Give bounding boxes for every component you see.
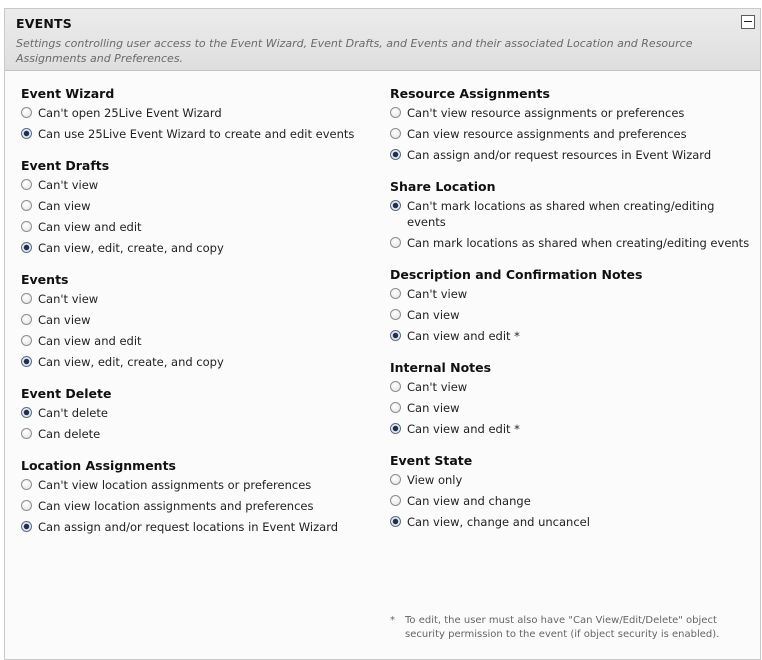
radio-unchecked-icon[interactable] xyxy=(390,309,401,320)
radio-option[interactable] xyxy=(21,240,381,256)
radio-label: Can use 25Live Event Wizard to create and edit events xyxy=(38,127,355,141)
group-event-state xyxy=(390,452,750,530)
radio-option[interactable] xyxy=(390,421,750,437)
group-description-notes xyxy=(390,266,750,344)
group-title: Event Wizard xyxy=(21,86,115,101)
radio-label: Can assign and/or request resources in Event Wizard xyxy=(407,148,712,162)
radio-unchecked-icon[interactable] xyxy=(21,200,32,211)
group-event-wizard xyxy=(21,85,381,142)
radio-unchecked-icon[interactable] xyxy=(21,179,32,190)
radio-option[interactable] xyxy=(21,198,381,214)
radio-label: Can view and edit * xyxy=(407,422,520,436)
radio-option[interactable] xyxy=(390,307,750,323)
radio-option[interactable] xyxy=(390,286,750,302)
radio-option[interactable] xyxy=(21,312,381,328)
collapse-button[interactable] xyxy=(741,15,755,29)
radio-unchecked-icon[interactable] xyxy=(390,288,401,299)
footnote xyxy=(390,614,730,642)
radio-option[interactable] xyxy=(21,333,381,349)
radio-option[interactable] xyxy=(21,405,381,421)
radio-label: Can't view xyxy=(407,287,468,301)
radio-label: Can't view xyxy=(407,380,468,394)
radio-label: Can view, edit, create, and copy xyxy=(38,241,224,255)
radio-unchecked-icon[interactable] xyxy=(390,237,401,248)
radio-unchecked-icon[interactable] xyxy=(21,479,32,490)
right-column xyxy=(390,85,750,545)
group-title: Events xyxy=(21,272,69,287)
radio-checked-icon[interactable] xyxy=(21,356,32,367)
radio-option[interactable] xyxy=(21,519,381,535)
radio-option[interactable] xyxy=(21,126,381,142)
minus-box-icon xyxy=(744,21,752,22)
group-title: Event Drafts xyxy=(21,158,110,173)
group-share-location xyxy=(390,178,750,251)
group-title: Share Location xyxy=(390,179,496,194)
radio-unchecked-icon[interactable] xyxy=(21,428,32,439)
radio-checked-icon[interactable] xyxy=(21,128,32,139)
footnote-marker: * xyxy=(390,615,395,626)
radio-label: Can view xyxy=(407,401,460,415)
radio-option[interactable] xyxy=(390,147,750,163)
radio-unchecked-icon[interactable] xyxy=(21,335,32,346)
radio-checked-icon[interactable] xyxy=(390,149,401,160)
group-title: Resource Assignments xyxy=(390,86,550,101)
radio-label: Can view xyxy=(38,199,91,213)
radio-unchecked-icon[interactable] xyxy=(21,314,32,325)
radio-unchecked-icon[interactable] xyxy=(390,128,401,139)
radio-label: Can't view resource assignments or preferences xyxy=(407,106,685,120)
radio-label: Can't view xyxy=(38,292,99,306)
radio-option[interactable] xyxy=(21,105,381,121)
radio-unchecked-icon[interactable] xyxy=(390,402,401,413)
radio-label: Can't open 25Live Event Wizard xyxy=(38,106,222,120)
radio-label: Can mark locations as shared when creating/editing events xyxy=(407,236,750,250)
radio-option[interactable] xyxy=(390,328,750,344)
events-panel xyxy=(4,8,761,660)
panel-header xyxy=(5,9,760,71)
group-title: Description and Confirmation Notes xyxy=(390,267,643,282)
radio-label: Can view, change and uncancel xyxy=(407,515,590,529)
radio-option[interactable] xyxy=(21,219,381,235)
radio-option[interactable] xyxy=(390,493,750,509)
radio-label: Can view and edit xyxy=(38,220,142,234)
footnote-text: To edit, the user must also have "Can View/Edit/Delete" object security permission to the event (if object security is enabled). xyxy=(405,615,720,640)
radio-label: View only xyxy=(407,473,463,487)
radio-option[interactable] xyxy=(21,177,381,193)
radio-label: Can view resource assignments and preferences xyxy=(407,127,687,141)
group-title: Event State xyxy=(390,453,473,468)
radio-option[interactable] xyxy=(390,379,750,395)
radio-label: Can assign and/or request locations in Event Wizard xyxy=(38,520,339,534)
group-events xyxy=(21,271,381,370)
radio-option[interactable] xyxy=(21,426,381,442)
group-title: Event Delete xyxy=(21,386,112,401)
radio-label: Can't view location assignments or preferences xyxy=(38,478,312,492)
radio-checked-icon[interactable] xyxy=(390,516,401,527)
radio-checked-icon[interactable] xyxy=(21,521,32,532)
group-title: Internal Notes xyxy=(390,360,492,375)
radio-unchecked-icon[interactable] xyxy=(21,293,32,304)
radio-label: Can view xyxy=(38,313,91,327)
radio-option[interactable] xyxy=(390,400,750,416)
radio-unchecked-icon[interactable] xyxy=(21,500,32,511)
radio-checked-icon[interactable] xyxy=(390,200,401,211)
radio-unchecked-icon[interactable] xyxy=(390,381,401,392)
radio-label: Can view, edit, create, and copy xyxy=(38,355,224,369)
radio-label: Can't delete xyxy=(38,406,108,420)
radio-label: Can't mark locations as shared when creating/editing events xyxy=(407,199,715,229)
radio-checked-icon[interactable] xyxy=(21,242,32,253)
group-event-drafts xyxy=(21,157,381,256)
radio-label: Can view and edit * xyxy=(407,329,520,343)
radio-option[interactable] xyxy=(21,291,381,307)
radio-option[interactable] xyxy=(390,472,750,488)
radio-option[interactable] xyxy=(390,105,750,121)
group-location-assignments xyxy=(21,457,381,535)
radio-unchecked-icon[interactable] xyxy=(390,474,401,485)
group-title: Location Assignments xyxy=(21,458,176,473)
radio-option[interactable] xyxy=(21,354,381,370)
radio-unchecked-icon[interactable] xyxy=(390,495,401,506)
radio-option[interactable] xyxy=(390,235,750,251)
radio-unchecked-icon[interactable] xyxy=(390,107,401,118)
group-resource-assignments xyxy=(390,85,750,163)
radio-label: Can delete xyxy=(38,427,101,441)
radio-checked-icon[interactable] xyxy=(390,423,401,434)
radio-checked-icon[interactable] xyxy=(390,330,401,341)
radio-checked-icon[interactable] xyxy=(21,407,32,418)
radio-option[interactable] xyxy=(390,126,750,142)
radio-option[interactable] xyxy=(21,477,381,493)
group-event-delete xyxy=(21,385,381,442)
radio-option[interactable] xyxy=(390,514,750,530)
radio-label: Can view and change xyxy=(407,494,531,508)
radio-label: Can view location assignments and preferences xyxy=(38,499,314,513)
radio-option[interactable] xyxy=(21,498,381,514)
radio-unchecked-icon[interactable] xyxy=(21,221,32,232)
section-description: Settings controlling user access to the Event Wizard, Event Drafts, and Events and their associated Location and Resource Assignments and Preferences. xyxy=(16,37,693,65)
radio-label: Can view and edit xyxy=(38,334,142,348)
left-column xyxy=(21,85,381,550)
radio-option[interactable] xyxy=(390,198,750,230)
radio-label: Can't view xyxy=(38,178,99,192)
group-internal-notes xyxy=(390,359,750,437)
radio-label: Can view xyxy=(407,308,460,322)
radio-unchecked-icon[interactable] xyxy=(21,107,32,118)
section-title: EVENTS xyxy=(16,16,72,31)
